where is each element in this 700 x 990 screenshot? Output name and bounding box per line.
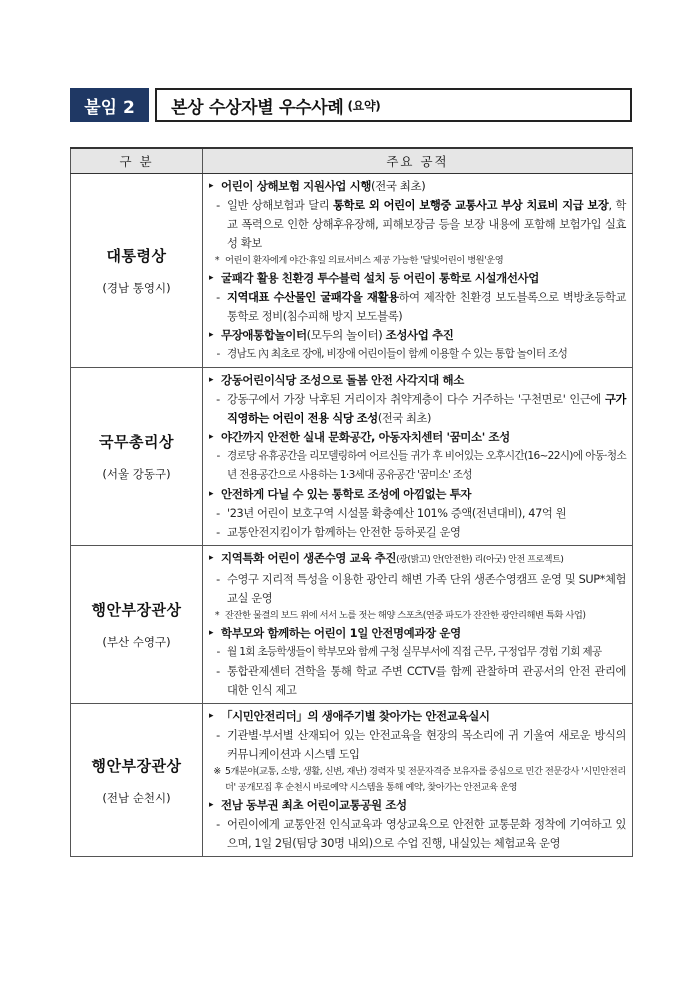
category-cell <box>71 174 203 368</box>
achievements-cell <box>203 174 633 368</box>
award-recipient: (부산 수영구) <box>102 635 171 649</box>
list-item: ▸ 무장애통합놀이터(모두의 놀이터) 조성사업 추진 <box>209 326 626 345</box>
achievements-cell <box>203 704 633 857</box>
list-item: ▸ 전남 동부권 최초 어린이교통공원 조성 <box>209 796 626 815</box>
detail-item: - 통합관제센터 견학을 통해 학교 주변 CCTV를 함께 관찰하며 관공서의 안전 관리에 대한 인식 제고 <box>216 665 626 697</box>
detail-item: - 기관별·부서별 산재되어 있는 안전교육을 현장의 목소리에 귀 기울여 새로운 방식의 커뮤니케이션과 시스템 도입 <box>216 729 626 761</box>
list-item: ▸ 안전하게 다닐 수 있는 통학로 조성에 아낌없는 투자 <box>209 485 626 504</box>
achievements-cell <box>203 368 633 546</box>
detail-item: - 지역대표 수산물인 굴패각을 재활용하여 제작한 친환경 보도블록으로 벽방초등학교 통학로 정비(침수피해 방지 보도블록) <box>216 291 626 323</box>
list-item: ▸ 굴패각 활용 친환경 투수블럭 설치 등 어린이 통학로 시설개선사업 <box>209 269 626 288</box>
detail-item: - 강동구에서 가장 낙후된 거리이자 취약계층이 다수 거주하는 '구천면로' 인근에 구가 직영하는 어린이 전용 식당 조성(전국 최초) <box>216 393 626 425</box>
award-recipient: (전남 순천시) <box>102 790 171 805</box>
award-title: 행안부장관상 <box>91 756 182 775</box>
detail-item: - 일반 상해보험과 달리 통학로 외 어린이 보행중 교통사고 부상 치료비 지급 보장, 학교 폭력으로 인한 상해후유장해, 피해보장금 등을 보장 내용에 포함해 보험가입 실효성 확보 <box>216 199 626 250</box>
table-header-row <box>71 148 633 174</box>
detail-item: - 경로당 유휴공간을 리모델링하여 어르신들 귀가 후 비어있는 오후시간(16~22시)에 아동·청소년 전용공간으로 사용하는 1·3세대 공유공간 '꿈미소' 조성 <box>216 450 626 481</box>
triangle-bullet-icon: ▸ <box>209 489 214 499</box>
page-header <box>70 88 632 122</box>
award-recipient: (서울 강동구) <box>102 467 171 481</box>
list-item: ▸ 학부모와 함께하는 어린이 1일 안전명예과장 운영 <box>209 624 626 643</box>
award-recipient: (경남 통영시) <box>102 281 171 295</box>
note-item: * 잔잔한 물결의 보드 위에 서서 노를 젓는 해양 스포츠(연중 파도가 잔잔한 광안리해변 특화 사업) <box>214 610 586 621</box>
triangle-bullet-icon: ▸ <box>209 711 214 721</box>
award-title: 대통령상 <box>106 247 167 265</box>
note-item: * 어린이 환자에게 야간·휴일 의료서비스 제공 가능한 '달빛어린이 병원'운영 <box>214 255 504 266</box>
awards-table <box>70 147 633 857</box>
detail-item: - 어린이에게 교통안전 인식교육과 영상교육으로 안전한 교통문화 정착에 기여하고 있으며, 1일 2팀(팀당 30명 내외)으로 수업 진행, 내실있는 체험교육 운영 <box>216 818 626 850</box>
triangle-bullet-icon: ▸ <box>209 273 214 283</box>
attachment-badge: 붙임 2 <box>70 88 149 122</box>
detail-item: - '23년 어린이 보호구역 시설물 확충예산 101% 증액(전년대비), 47억 원 <box>216 507 567 520</box>
triangle-bullet-icon: ▸ <box>209 553 214 563</box>
table-row <box>71 546 633 704</box>
triangle-bullet-icon: ▸ <box>209 432 214 442</box>
list-item: ▸ 강동어린이식당 조성으로 돌봄 안전 사각지대 해소 <box>209 371 626 390</box>
category-cell <box>71 546 203 704</box>
header-category: 구 분 <box>71 148 203 174</box>
triangle-bullet-icon: ▸ <box>209 330 214 340</box>
table-row <box>71 704 633 857</box>
page-title <box>155 88 632 122</box>
detail-item: - 교통안전지킴이가 함께하는 안전한 등하굣길 운영 <box>216 526 461 539</box>
list-item: ▸ 「시민안전리더」의 생애주기별 찾아가는 안전교육실시 <box>209 707 626 726</box>
category-cell <box>71 704 203 857</box>
detail-item: - 월 1회 초등학생들이 학부모와 함께 구청 실무부서에 직접 근무, 구정업무 경험 기회 제공 <box>216 646 602 658</box>
list-item: ▸ 어린이 상해보험 지원사업 시행(전국 최초) <box>209 177 626 196</box>
triangle-bullet-icon: ▸ <box>209 181 214 191</box>
list-item: ▸ 야간까지 안전한 실내 문화공간, 아동자치센터 '꿈미소' 조성 <box>209 428 626 447</box>
category-cell <box>71 368 203 546</box>
detail-item: - 수영구 지리적 특성을 이용한 광안리 해변 가족 단위 생존수영캠프 운영 및 SUP*체험교실 운영 <box>216 573 626 605</box>
list-item: ▸ 지역특화 어린이 생존수영 교육 추진(광(밝고) 안(안전한) 리(아굿) 안전 프로젝트) <box>209 549 626 570</box>
triangle-bullet-icon: ▸ <box>209 800 214 810</box>
table-row <box>71 368 633 546</box>
award-title: 행안부장관상 <box>91 601 182 619</box>
detail-item: - 경남도 內 최초로 장애, 비장애 어린이들이 함께 이용할 수 있는 통합 놀이터 조성 <box>216 348 568 360</box>
table-row <box>71 174 633 368</box>
triangle-bullet-icon: ▸ <box>209 628 214 638</box>
achievements-cell <box>203 546 633 704</box>
note-item: ※ 5개분야(교통, 소방, 생활, 신변, 재난) 경력자 및 전문자격증 보유자를 중심으로 민간 전문강사 '시민안전리더' 공개모집 후 순천시 바로예약 시스템을 통해 예약, 찾아가는 안전교육 운영 <box>213 766 626 793</box>
header-achievements: 주요 공적 <box>203 148 633 174</box>
page-title-text: 본상 수상자별 우수사례 <box>171 97 344 118</box>
page-title-suffix: (요약) <box>347 98 381 113</box>
award-title: 국무총리상 <box>99 433 174 451</box>
triangle-bullet-icon: ▸ <box>209 375 214 385</box>
